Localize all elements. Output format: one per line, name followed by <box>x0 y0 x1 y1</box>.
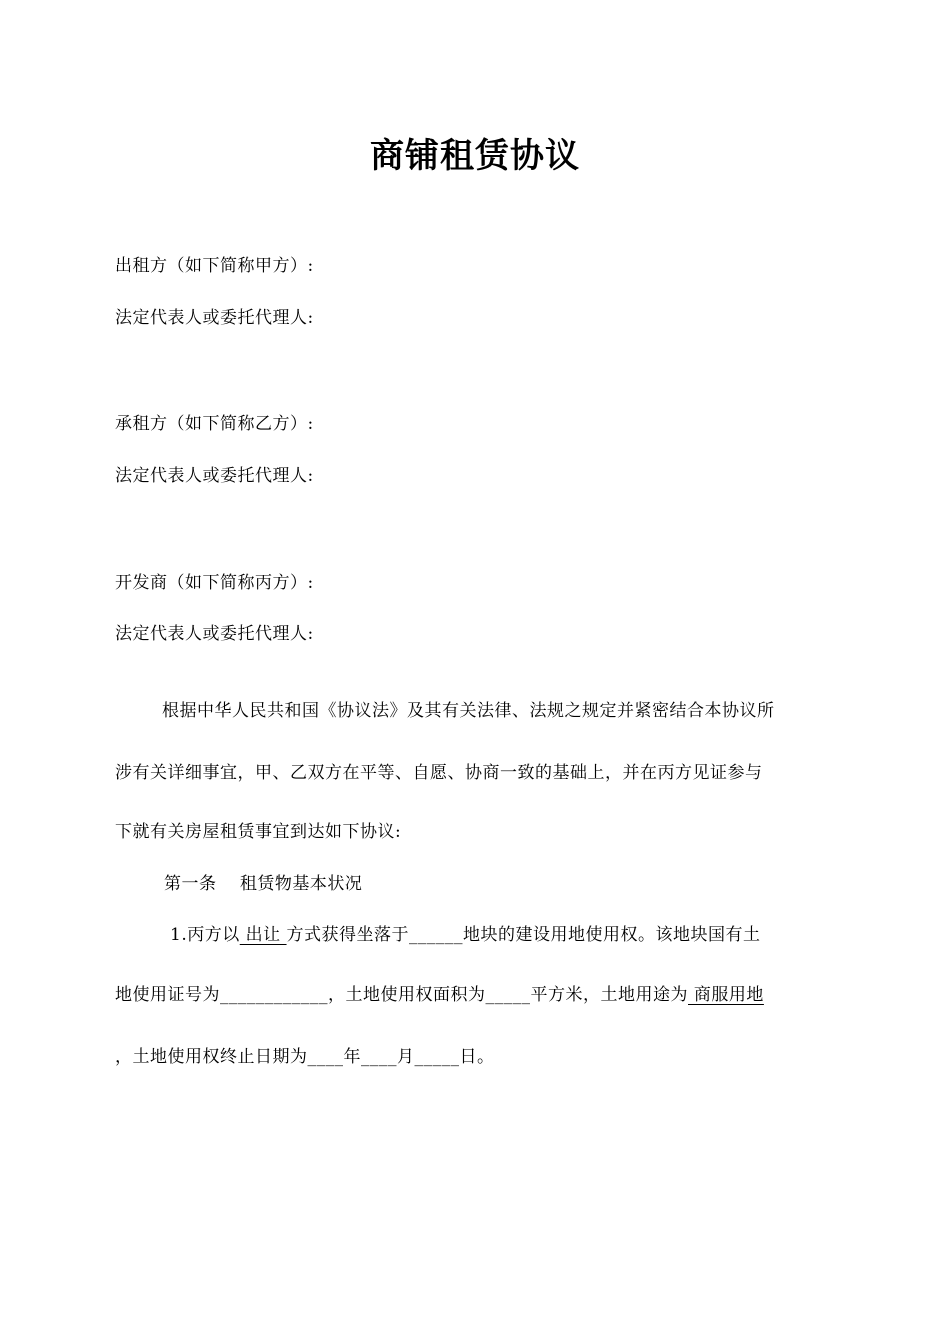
certificate-prefix: 地使用证号为 <box>115 985 220 1005</box>
month-blank: ____ <box>361 1047 397 1067</box>
month-label: 月 <box>397 1047 415 1067</box>
item-1-line-2 <box>115 980 764 1005</box>
preamble-line-3: 下就有关房屋租赁事宜到达如下协议: <box>115 822 402 842</box>
certificate-number-blank: ____________ <box>220 985 328 1005</box>
item-1-line-3 <box>115 1042 495 1067</box>
document-title: 商铺租赁协议 <box>370 136 580 176</box>
transfer-method-blank: 出让 <box>239 925 287 945</box>
area-label: ，土地使用权面积为 <box>328 985 486 1005</box>
lessor-label: 出租方（如下简称甲方）: <box>115 256 314 276</box>
item-1-prefix: 1.丙方以 <box>170 925 240 945</box>
item-1-suffix: 地块的建设用地使用权。该地块国有土 <box>463 925 761 945</box>
year-label: 年 <box>343 1047 361 1067</box>
preamble-line-1: 根据中华人民共和国《协议法》及其有关法律、法规之规定并紧密结合本协议所 <box>162 701 775 721</box>
lessor-representative-label: 法定代表人或委托代理人: <box>115 308 314 328</box>
item-1-line-1 <box>170 920 761 945</box>
year-blank: ____ <box>307 1047 344 1067</box>
lessee-representative-label: 法定代表人或委托代理人: <box>115 466 314 486</box>
land-use-label: 平方米，土地用途为 <box>530 985 688 1005</box>
lessee-label: 承租方（如下简称乙方）: <box>115 414 314 434</box>
preamble-line-2: 涉有关详细事宜，甲、乙双方在平等、自愿、协商一致的基础上，并在丙方见证参与 <box>115 763 763 783</box>
day-label: 日。 <box>459 1047 495 1067</box>
end-date-label: ，土地使用权终止日期为 <box>115 1047 308 1067</box>
developer-label: 开发商（如下简称丙方）: <box>115 573 314 593</box>
land-use-blank: 商服用地 <box>688 985 764 1005</box>
day-blank: _____ <box>414 1047 460 1067</box>
area-blank: _____ <box>485 985 531 1005</box>
article-1-heading: 第一条 租赁物基本状况 <box>164 874 363 894</box>
location-blank: ______ <box>409 925 464 945</box>
item-1-mid: 方式获得坐落于 <box>286 925 410 945</box>
developer-representative-label: 法定代表人或委托代理人: <box>115 624 314 644</box>
